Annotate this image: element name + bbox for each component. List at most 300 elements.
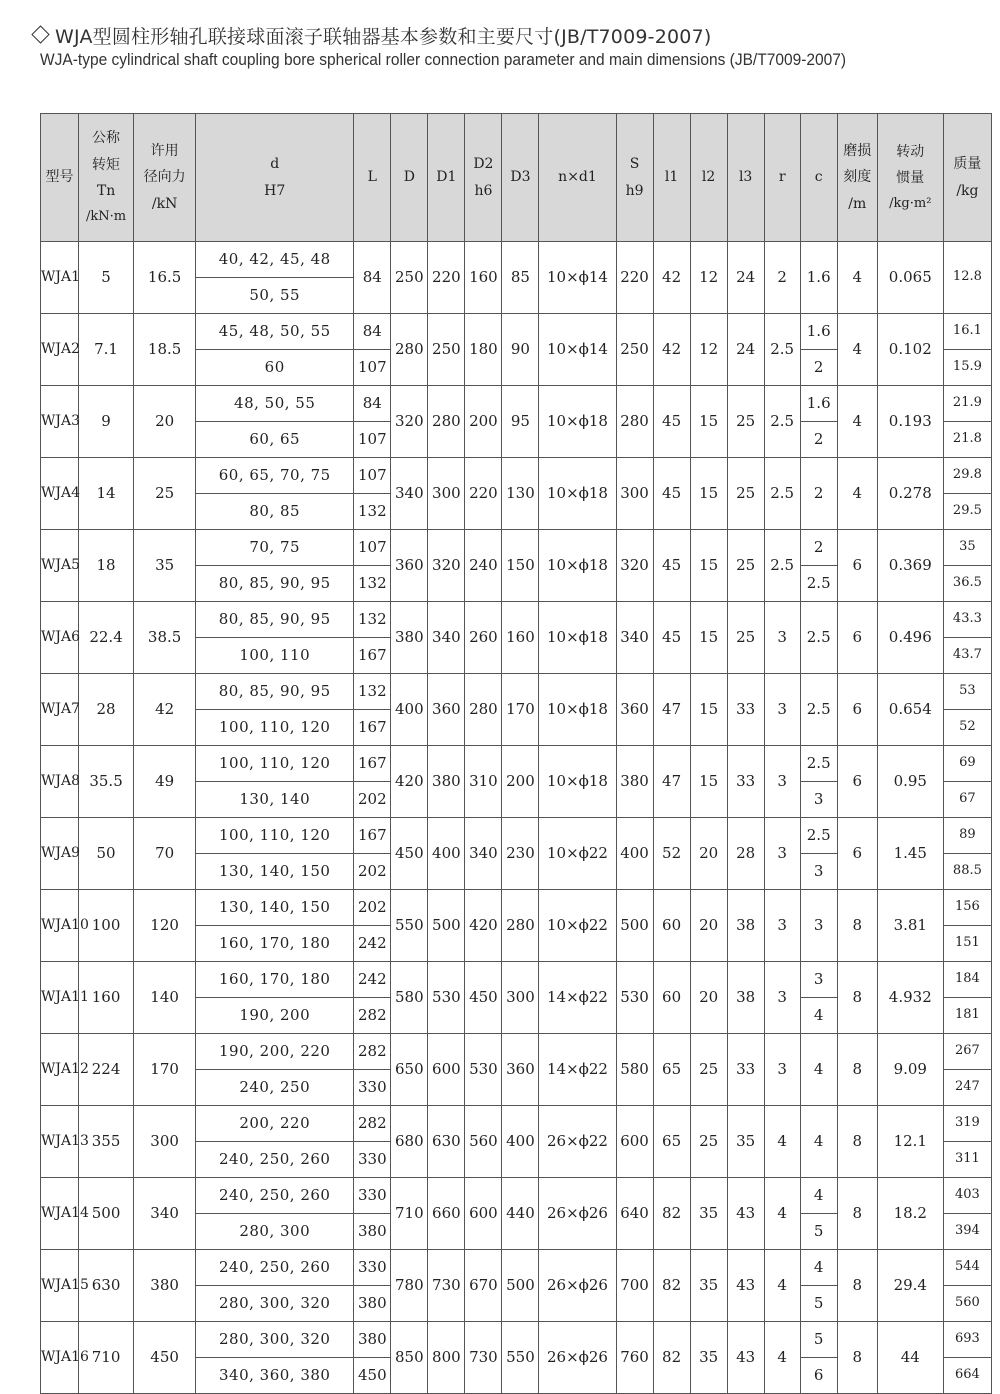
cell-L: 84 <box>354 386 391 422</box>
table-body <box>41 242 992 1394</box>
cell-mass: 12.8 <box>943 242 991 314</box>
header-wear-line1: 磨损 <box>843 142 872 159</box>
cell-radial: 25 <box>134 458 196 530</box>
cell-nd1: 10×ϕ22 <box>539 890 616 962</box>
cell-l1: 45 <box>653 530 690 602</box>
cell-r: 2 <box>764 242 800 314</box>
table-row <box>41 1034 992 1070</box>
cell-L: 380 <box>354 1214 391 1250</box>
cell-L: 282 <box>354 998 391 1034</box>
cell-radial: 170 <box>134 1034 196 1106</box>
cell-D3: 400 <box>502 1106 539 1178</box>
cell-D2: 450 <box>465 962 502 1034</box>
table-row <box>41 530 992 566</box>
header-radial-line1: 许用 <box>150 142 179 159</box>
cell-nd1: 10×ϕ18 <box>539 386 616 458</box>
cell-D2: 180 <box>465 314 502 386</box>
cell-L: 330 <box>354 1250 391 1286</box>
cell-S: 400 <box>616 818 653 890</box>
cell-L: 450 <box>354 1358 391 1394</box>
header-wear-line2: 刻度 <box>843 169 872 186</box>
cell-l2: 35 <box>690 1178 727 1250</box>
cell-c: 4 <box>800 998 837 1034</box>
cell-mass: 89 <box>943 818 991 854</box>
title-english: WJA-type cylindrical shaft coupling bore spherical roller connection parameter and main dimensions (JB/T7009-2007) <box>40 51 847 69</box>
cell-l1: 52 <box>653 818 690 890</box>
cell-model: WJA12 <box>41 1034 79 1106</box>
cell-mass: 21.8 <box>943 422 991 458</box>
cell-c: 3 <box>800 890 837 962</box>
cell-D: 580 <box>391 962 428 1034</box>
cell-mass: 151 <box>943 926 991 962</box>
header-inertia-line3: /kg·m² <box>889 195 932 211</box>
cell-l1: 65 <box>653 1106 690 1178</box>
cell-mass: 16.1 <box>943 314 991 350</box>
cell-nd1: 10×ϕ18 <box>539 746 616 818</box>
cell-D: 340 <box>391 458 428 530</box>
cell-wear: 8 <box>837 962 877 1034</box>
cell-wear: 6 <box>837 818 877 890</box>
cell-torque: 500 <box>79 1178 134 1250</box>
cell-d: 160, 170, 180 <box>196 962 354 998</box>
cell-l2: 20 <box>690 818 727 890</box>
cell-S: 320 <box>616 530 653 602</box>
cell-model: WJA5 <box>41 530 79 602</box>
cell-model: WJA3 <box>41 386 79 458</box>
cell-c: 2 <box>800 530 837 566</box>
cell-c: 3 <box>800 854 837 890</box>
cell-torque: 35.5 <box>79 746 134 818</box>
cell-radial: 340 <box>134 1178 196 1250</box>
cell-D3: 440 <box>502 1178 539 1250</box>
cell-inertia: 0.065 <box>877 242 943 314</box>
cell-inertia: 0.654 <box>877 674 943 746</box>
cell-S: 600 <box>616 1106 653 1178</box>
cell-l2: 15 <box>690 530 727 602</box>
cell-nd1: 10×ϕ14 <box>539 242 616 314</box>
cell-c: 4 <box>800 1106 837 1178</box>
cell-D1: 340 <box>428 602 465 674</box>
header-torque-line1: 公称 <box>92 130 121 147</box>
cell-d: 130, 140 <box>196 782 354 818</box>
cell-D2: 530 <box>465 1034 502 1106</box>
cell-d: 280, 300, 320 <box>196 1286 354 1322</box>
cell-radial: 38.5 <box>134 602 196 674</box>
header-radial <box>134 114 196 242</box>
cell-d: 80, 85, 90, 95 <box>196 602 354 638</box>
cell-inertia: 12.1 <box>877 1106 943 1178</box>
cell-L: 167 <box>354 818 391 854</box>
cell-d: 280, 300, 320 <box>196 1322 354 1358</box>
cell-torque: 7.1 <box>79 314 134 386</box>
cell-r: 3 <box>764 818 800 890</box>
cell-S: 250 <box>616 314 653 386</box>
cell-D1: 380 <box>428 746 465 818</box>
cell-D3: 200 <box>502 746 539 818</box>
cell-torque: 5 <box>79 242 134 314</box>
cell-mass: 21.9 <box>943 386 991 422</box>
cell-c: 5 <box>800 1322 837 1358</box>
cell-l3: 25 <box>727 386 764 458</box>
cell-nd1: 14×ϕ22 <box>539 1034 616 1106</box>
header-d-line1: d <box>270 155 280 172</box>
cell-nd1: 26×ϕ26 <box>539 1250 616 1322</box>
cell-nd1: 14×ϕ22 <box>539 962 616 1034</box>
cell-radial: 16.5 <box>134 242 196 314</box>
cell-d: 200, 220 <box>196 1106 354 1142</box>
cell-radial: 35 <box>134 530 196 602</box>
cell-mass: 247 <box>943 1070 991 1106</box>
cell-D2: 670 <box>465 1250 502 1322</box>
cell-D3: 160 <box>502 602 539 674</box>
cell-D3: 170 <box>502 674 539 746</box>
cell-c: 4 <box>800 1034 837 1106</box>
cell-inertia: 3.81 <box>877 890 943 962</box>
cell-D1: 250 <box>428 314 465 386</box>
cell-mass: 184 <box>943 962 991 998</box>
cell-radial: 42 <box>134 674 196 746</box>
cell-c: 3 <box>800 962 837 998</box>
cell-L: 202 <box>354 782 391 818</box>
header-D: D <box>391 114 428 242</box>
coupling-parameter-table <box>40 113 992 1394</box>
cell-D3: 85 <box>502 242 539 314</box>
header-radial-line3: /kN <box>151 195 178 212</box>
header-l3: l3 <box>727 114 764 242</box>
cell-D: 420 <box>391 746 428 818</box>
cell-l2: 20 <box>690 890 727 962</box>
cell-L: 330 <box>354 1070 391 1106</box>
cell-S: 300 <box>616 458 653 530</box>
cell-L: 132 <box>354 674 391 710</box>
cell-radial: 300 <box>134 1106 196 1178</box>
cell-mass: 36.5 <box>943 566 991 602</box>
cell-r: 4 <box>764 1322 800 1394</box>
cell-r: 2.5 <box>764 314 800 386</box>
header-L: L <box>354 114 391 242</box>
table-row <box>41 1250 992 1286</box>
cell-torque: 355 <box>79 1106 134 1178</box>
cell-D3: 230 <box>502 818 539 890</box>
cell-D1: 630 <box>428 1106 465 1178</box>
cell-inertia: 0.193 <box>877 386 943 458</box>
cell-nd1: 10×ϕ14 <box>539 314 616 386</box>
cell-model: WJA9 <box>41 818 79 890</box>
cell-r: 3 <box>764 1034 800 1106</box>
cell-L: 167 <box>354 710 391 746</box>
cell-S: 220 <box>616 242 653 314</box>
cell-d: 190, 200, 220 <box>196 1034 354 1070</box>
cell-mass: 67 <box>943 782 991 818</box>
cell-c: 5 <box>800 1286 837 1322</box>
cell-D1: 730 <box>428 1250 465 1322</box>
cell-d: 280, 300 <box>196 1214 354 1250</box>
cell-mass: 52 <box>943 710 991 746</box>
cell-D: 850 <box>391 1322 428 1394</box>
cell-L: 282 <box>354 1034 391 1070</box>
cell-wear: 6 <box>837 602 877 674</box>
cell-r: 3 <box>764 674 800 746</box>
header-d <box>196 114 354 242</box>
cell-radial: 20 <box>134 386 196 458</box>
cell-mass: 43.3 <box>943 602 991 638</box>
cell-l1: 60 <box>653 962 690 1034</box>
cell-S: 640 <box>616 1178 653 1250</box>
cell-c: 1.6 <box>800 242 837 314</box>
cell-L: 380 <box>354 1286 391 1322</box>
cell-d: 100, 110, 120 <box>196 818 354 854</box>
table-row <box>41 386 992 422</box>
cell-wear: 6 <box>837 530 877 602</box>
cell-wear: 4 <box>837 314 877 386</box>
cell-D2: 730 <box>465 1322 502 1394</box>
cell-L: 107 <box>354 458 391 494</box>
cell-wear: 8 <box>837 1034 877 1106</box>
cell-l1: 45 <box>653 602 690 674</box>
cell-D: 780 <box>391 1250 428 1322</box>
cell-D3: 95 <box>502 386 539 458</box>
cell-torque: 18 <box>79 530 134 602</box>
cell-inertia: 4.932 <box>877 962 943 1034</box>
cell-l1: 47 <box>653 746 690 818</box>
cell-model: WJA8 <box>41 746 79 818</box>
cell-model: WJA15 <box>41 1250 79 1322</box>
cell-l1: 42 <box>653 242 690 314</box>
cell-D2: 200 <box>465 386 502 458</box>
cell-mass: 403 <box>943 1178 991 1214</box>
cell-l1: 82 <box>653 1322 690 1394</box>
cell-d: 60 <box>196 350 354 386</box>
cell-mass: 53 <box>943 674 991 710</box>
cell-l2: 20 <box>690 962 727 1034</box>
cell-d: 240, 250, 260 <box>196 1178 354 1214</box>
cell-r: 4 <box>764 1106 800 1178</box>
cell-mass: 394 <box>943 1214 991 1250</box>
cell-D2: 220 <box>465 458 502 530</box>
cell-r: 3 <box>764 746 800 818</box>
cell-mass: 311 <box>943 1142 991 1178</box>
cell-mass: 544 <box>943 1250 991 1286</box>
cell-mass: 69 <box>943 746 991 782</box>
cell-mass: 88.5 <box>943 854 991 890</box>
cell-mass: 29.5 <box>943 494 991 530</box>
table-row <box>41 962 992 998</box>
cell-L: 132 <box>354 602 391 638</box>
cell-c: 4 <box>800 1178 837 1214</box>
cell-c: 2 <box>800 350 837 386</box>
cell-d: 60, 65 <box>196 422 354 458</box>
cell-D: 680 <box>391 1106 428 1178</box>
cell-d: 60, 65, 70, 75 <box>196 458 354 494</box>
cell-L: 380 <box>354 1322 391 1358</box>
header-torque-line3: Tn <box>96 183 116 200</box>
cell-c: 2.5 <box>800 602 837 674</box>
cell-mass: 29.8 <box>943 458 991 494</box>
header-torque-line4: /kN·m <box>86 209 127 225</box>
cell-l3: 25 <box>727 458 764 530</box>
cell-d: 45, 48, 50, 55 <box>196 314 354 350</box>
cell-D2: 600 <box>465 1178 502 1250</box>
cell-D: 550 <box>391 890 428 962</box>
cell-radial: 140 <box>134 962 196 1034</box>
table-row <box>41 890 992 926</box>
cell-mass: 560 <box>943 1286 991 1322</box>
cell-inertia: 44 <box>877 1322 943 1394</box>
cell-l3: 24 <box>727 242 764 314</box>
cell-nd1: 10×ϕ22 <box>539 818 616 890</box>
cell-mass: 693 <box>943 1322 991 1358</box>
table-row <box>41 674 992 710</box>
cell-l2: 25 <box>690 1034 727 1106</box>
cell-r: 4 <box>764 1250 800 1322</box>
cell-c: 2.5 <box>800 746 837 782</box>
cell-nd1: 26×ϕ26 <box>539 1322 616 1394</box>
cell-D1: 280 <box>428 386 465 458</box>
cell-mass: 267 <box>943 1034 991 1070</box>
cell-D2: 280 <box>465 674 502 746</box>
cell-D1: 600 <box>428 1034 465 1106</box>
cell-c: 6 <box>800 1358 837 1394</box>
cell-d: 340, 360, 380 <box>196 1358 354 1394</box>
header-D1: D1 <box>428 114 465 242</box>
header-nd1: n×d1 <box>539 114 616 242</box>
cell-L: 107 <box>354 422 391 458</box>
cell-D3: 90 <box>502 314 539 386</box>
cell-inertia: 0.496 <box>877 602 943 674</box>
cell-wear: 8 <box>837 1178 877 1250</box>
cell-S: 280 <box>616 386 653 458</box>
header-inertia-line2: 惯量 <box>896 170 925 187</box>
cell-D: 380 <box>391 602 428 674</box>
cell-l2: 35 <box>690 1322 727 1394</box>
cell-l2: 12 <box>690 242 727 314</box>
cell-mass: 664 <box>943 1358 991 1394</box>
cell-l3: 33 <box>727 746 764 818</box>
cell-c: 4 <box>800 1250 837 1286</box>
cell-D2: 340 <box>465 818 502 890</box>
cell-D1: 400 <box>428 818 465 890</box>
cell-inertia: 9.09 <box>877 1034 943 1106</box>
cell-c: 2 <box>800 458 837 530</box>
cell-d: 190, 200 <box>196 998 354 1034</box>
cell-torque: 28 <box>79 674 134 746</box>
cell-D2: 310 <box>465 746 502 818</box>
cell-S: 760 <box>616 1322 653 1394</box>
cell-D1: 530 <box>428 962 465 1034</box>
cell-d: 100, 110, 120 <box>196 710 354 746</box>
cell-inertia: 18.2 <box>877 1178 943 1250</box>
cell-D1: 300 <box>428 458 465 530</box>
cell-d: 80, 85 <box>196 494 354 530</box>
cell-D2: 240 <box>465 530 502 602</box>
cell-l3: 38 <box>727 890 764 962</box>
cell-d: 48, 50, 55 <box>196 386 354 422</box>
cell-r: 2.5 <box>764 530 800 602</box>
header-inertia <box>877 114 943 242</box>
cell-l2: 15 <box>690 746 727 818</box>
cell-model: WJA2 <box>41 314 79 386</box>
cell-l2: 12 <box>690 314 727 386</box>
cell-torque: 160 <box>79 962 134 1034</box>
cell-model: WJA7 <box>41 674 79 746</box>
cell-l1: 65 <box>653 1034 690 1106</box>
cell-l3: 33 <box>727 674 764 746</box>
table-row <box>41 1322 992 1358</box>
header-l2: l2 <box>690 114 727 242</box>
cell-L: 167 <box>354 638 391 674</box>
cell-l3: 35 <box>727 1106 764 1178</box>
cell-D1: 360 <box>428 674 465 746</box>
cell-model: WJA16 <box>41 1322 79 1394</box>
cell-l2: 15 <box>690 602 727 674</box>
cell-D: 650 <box>391 1034 428 1106</box>
cell-d: 80, 85, 90, 95 <box>196 674 354 710</box>
header-S-line2: h9 <box>625 182 644 199</box>
cell-inertia: 0.369 <box>877 530 943 602</box>
cell-model: WJA11 <box>41 962 79 1034</box>
cell-D: 400 <box>391 674 428 746</box>
cell-nd1: 26×ϕ26 <box>539 1178 616 1250</box>
cell-l3: 25 <box>727 602 764 674</box>
cell-S: 500 <box>616 890 653 962</box>
cell-torque: 710 <box>79 1322 134 1394</box>
cell-d: 70, 75 <box>196 530 354 566</box>
cell-inertia: 0.102 <box>877 314 943 386</box>
cell-r: 3 <box>764 602 800 674</box>
cell-D2: 260 <box>465 602 502 674</box>
cell-L: 132 <box>354 566 391 602</box>
cell-model: WJA4 <box>41 458 79 530</box>
table-row <box>41 314 992 350</box>
cell-nd1: 10×ϕ18 <box>539 458 616 530</box>
cell-d: 40, 42, 45, 48 <box>196 242 354 278</box>
title-chinese-text: WJA型圆柱形轴孔联接球面滚子联轴器基本参数和主要尺寸(JB/T7009-2007) <box>55 26 712 48</box>
cell-D2: 160 <box>465 242 502 314</box>
cell-wear: 8 <box>837 1322 877 1394</box>
cell-nd1: 10×ϕ18 <box>539 674 616 746</box>
cell-D3: 280 <box>502 890 539 962</box>
cell-D3: 500 <box>502 1250 539 1322</box>
cell-d: 130, 140, 150 <box>196 854 354 890</box>
header-mass <box>943 114 991 242</box>
cell-L: 202 <box>354 854 391 890</box>
cell-l1: 82 <box>653 1178 690 1250</box>
cell-L: 107 <box>354 530 391 566</box>
cell-D: 250 <box>391 242 428 314</box>
cell-d: 160, 170, 180 <box>196 926 354 962</box>
cell-l1: 47 <box>653 674 690 746</box>
cell-D3: 300 <box>502 962 539 1034</box>
cell-r: 4 <box>764 1178 800 1250</box>
cell-c: 2.5 <box>800 818 837 854</box>
cell-c: 5 <box>800 1214 837 1250</box>
title-chinese <box>34 22 712 49</box>
cell-wear: 4 <box>837 458 877 530</box>
cell-torque: 9 <box>79 386 134 458</box>
header-mass-line2: /kg <box>956 182 979 199</box>
header-inertia-line1: 转动 <box>896 143 925 160</box>
cell-r: 3 <box>764 890 800 962</box>
header-r: r <box>764 114 800 242</box>
header-S <box>616 114 653 242</box>
cell-l1: 82 <box>653 1250 690 1322</box>
cell-l3: 43 <box>727 1178 764 1250</box>
cell-r: 3 <box>764 962 800 1034</box>
cell-l3: 24 <box>727 314 764 386</box>
table-row <box>41 602 992 638</box>
cell-r: 2.5 <box>764 386 800 458</box>
cell-mass: 319 <box>943 1106 991 1142</box>
